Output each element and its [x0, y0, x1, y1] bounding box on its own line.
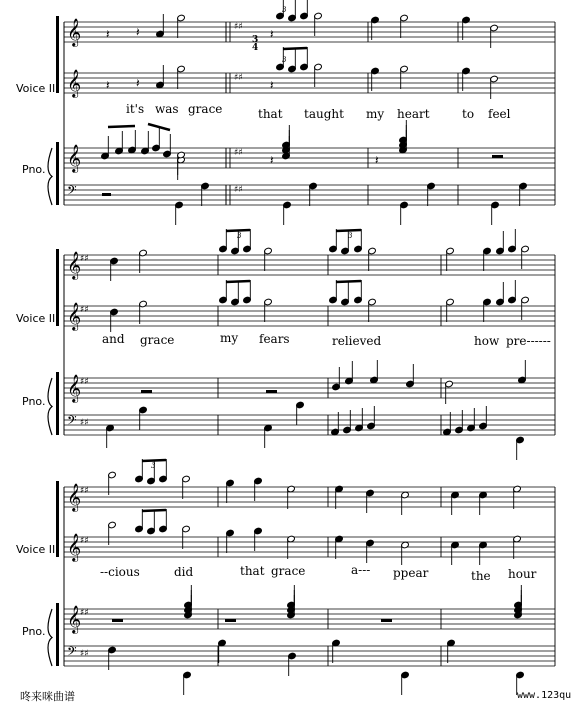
lyric: that — [240, 564, 265, 578]
triplet-mark: 3 — [151, 462, 156, 470]
half-rest — [102, 193, 111, 196]
site-url: www.123qu — [517, 690, 571, 701]
beam — [142, 510, 166, 511]
system-brackets — [48, 16, 59, 666]
whole-rest — [141, 390, 152, 393]
beam — [336, 281, 361, 282]
site-name: 咚来咪曲谱 — [20, 690, 75, 703]
triplet-mark: 3 — [282, 56, 287, 64]
rest: 𝄽 — [106, 27, 110, 41]
lyric: my — [220, 331, 239, 345]
bass-clef: 𝄢 — [67, 183, 77, 201]
lyric: to — [462, 107, 475, 121]
lyric: how — [474, 334, 500, 348]
lyric: grace — [140, 333, 175, 347]
lyric: hour — [508, 567, 537, 581]
treble-clef: 𝄞 — [67, 251, 82, 279]
rest: 𝄽 — [136, 25, 140, 39]
rest: 𝄽 — [136, 76, 140, 90]
lyric: was — [155, 102, 179, 116]
rest: 𝄽 — [270, 78, 274, 92]
key-signature: ♯♯ — [80, 377, 89, 387]
lyric: pre------ — [506, 334, 551, 348]
treble-clef: 𝄞 — [67, 69, 82, 97]
rest: 𝄽 — [270, 27, 274, 41]
lyric: feel — [488, 107, 511, 121]
lyric: that — [258, 107, 283, 121]
lyric: my — [366, 107, 385, 121]
key-signature: ♯♯ — [80, 486, 89, 496]
whole-rest — [492, 155, 503, 158]
piano-brace — [48, 609, 52, 666]
key-signature: ♯♯ — [234, 22, 243, 32]
voice-label-system-1: Voice II — [16, 82, 56, 95]
beam — [226, 230, 250, 231]
voice-label-system-2: Voice II — [16, 312, 56, 325]
piano-bracket — [56, 372, 59, 435]
time-signature-bottom: 4 — [252, 43, 259, 53]
beam — [283, 48, 307, 49]
treble-clef: 𝄞 — [67, 144, 82, 172]
lyric: the — [471, 569, 491, 583]
whole-rest — [266, 390, 277, 393]
rest: 𝄽 — [270, 153, 274, 167]
key-signature: ♯♯ — [80, 608, 89, 618]
lyric: --cious — [100, 565, 140, 579]
bass-clef: 𝄢 — [67, 413, 77, 431]
treble-clef: 𝄞 — [67, 374, 82, 402]
whole-rest — [381, 619, 392, 622]
key-signature: ♯♯ — [80, 418, 89, 428]
voice-label-system-3: Voice II — [16, 543, 56, 556]
triplet-mark: 3 — [348, 232, 353, 240]
treble-clef: 𝄞 — [67, 533, 82, 561]
voice-bracket — [56, 249, 59, 326]
lyric: a--- — [351, 563, 371, 577]
lyric: and — [102, 332, 125, 346]
half-rest — [225, 619, 236, 622]
treble-clef: 𝄞 — [67, 483, 82, 511]
key-signature: ♯♯ — [80, 254, 89, 264]
lyric: it's — [126, 102, 145, 116]
lyric: heart — [397, 107, 430, 121]
voice-bracket — [56, 481, 59, 557]
piano-label-system-2: Pno. — [22, 395, 46, 408]
beam — [336, 230, 361, 231]
treble-clef: 𝄞 — [67, 302, 82, 330]
half-rest — [112, 619, 123, 622]
lyric: fears — [259, 332, 290, 346]
lyric: relieved — [332, 334, 382, 348]
key-signature: ♯♯ — [234, 148, 243, 158]
bass-clef: 𝄢 — [67, 644, 77, 662]
key-signature: ♯♯ — [234, 73, 243, 83]
key-signature: ♯♯ — [80, 649, 89, 659]
piano-bracket — [56, 603, 59, 666]
lyric: did — [174, 565, 194, 579]
piano-label-system-3: Pno. — [22, 625, 46, 638]
piano-label-system-1: Pno. — [22, 163, 46, 176]
lyric: taught — [304, 107, 344, 121]
beam — [142, 460, 166, 461]
time-signature-top: 3 — [252, 35, 259, 45]
treble-clef: 𝄞 — [67, 18, 82, 46]
lyric: grace — [271, 564, 306, 578]
triplet-mark: 3 — [237, 232, 242, 240]
voice-bracket — [56, 16, 59, 93]
piano-brace — [48, 378, 52, 435]
key-signature: ♯♯ — [80, 305, 89, 315]
piano-brace — [48, 148, 52, 205]
rest: 𝄽 — [375, 153, 379, 167]
key-signature: ♯♯ — [234, 185, 243, 195]
lyric: ppear — [393, 566, 429, 580]
lyric: grace — [188, 102, 223, 116]
beam — [226, 281, 250, 282]
rest: 𝄽 — [106, 78, 110, 92]
beam — [108, 126, 135, 127]
key-signature: ♯♯ — [80, 536, 89, 546]
treble-clef: 𝄞 — [67, 605, 82, 633]
piano-bracket — [56, 142, 59, 205]
triplet-mark: 3 — [282, 6, 287, 14]
